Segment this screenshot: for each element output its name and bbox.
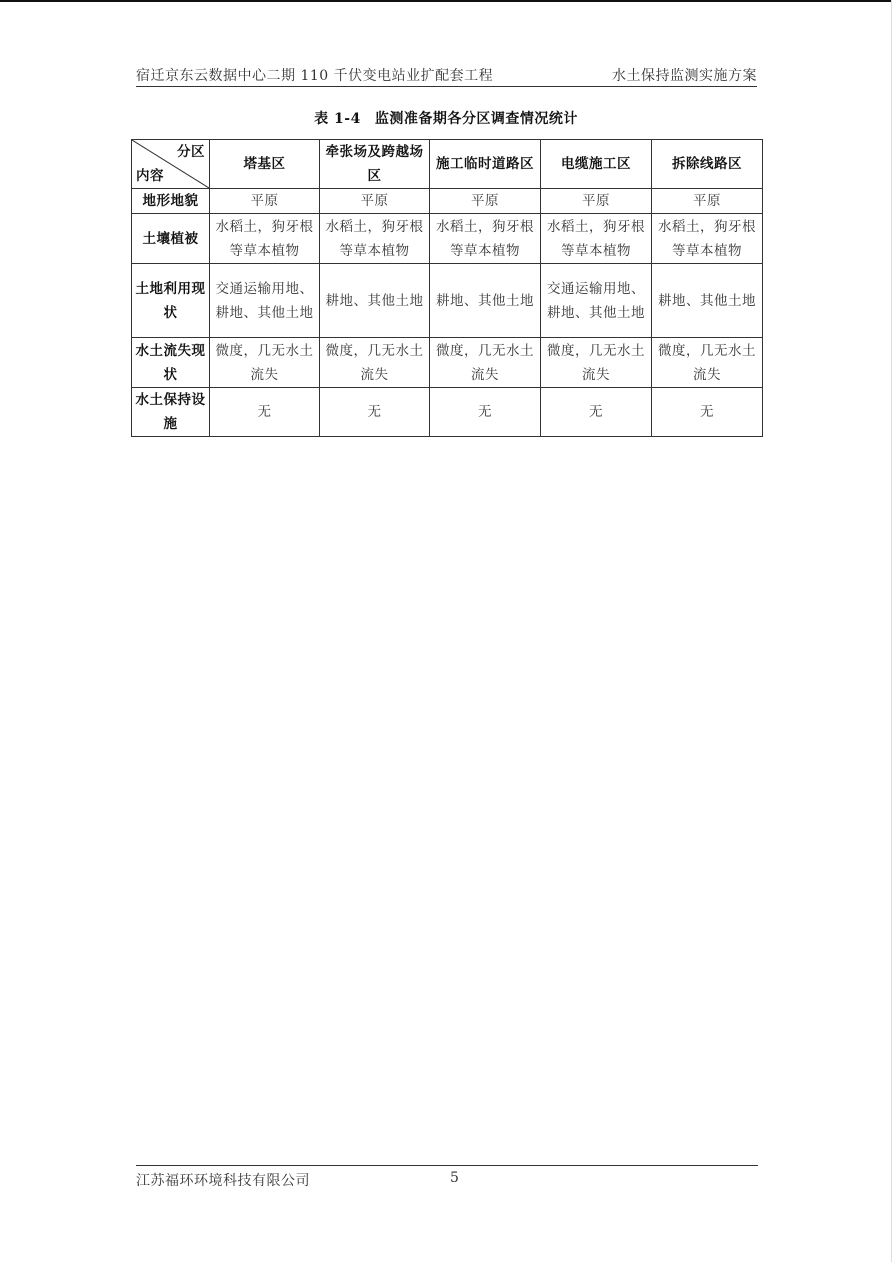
table-cell: 交通运输用地、耕地、其他土地 bbox=[210, 264, 320, 338]
row-header: 水土流失现状 bbox=[132, 338, 210, 388]
corner-label-content: 内容 bbox=[136, 168, 164, 184]
table-cell: 水稻土，狗牙根等草本植物 bbox=[430, 214, 541, 264]
top-border-line bbox=[0, 0, 892, 2]
column-header: 拆除线路区 bbox=[652, 140, 763, 189]
row-header: 土地利用现状 bbox=[132, 264, 210, 338]
table-cell: 无 bbox=[430, 388, 541, 437]
page-footer bbox=[136, 1165, 758, 1190]
table-cell: 平原 bbox=[652, 189, 763, 214]
table-cell: 无 bbox=[652, 388, 763, 437]
row-header: 水土保持设施 bbox=[132, 388, 210, 437]
table-cell: 耕地、其他土地 bbox=[652, 264, 763, 338]
column-header: 施工临时道路区 bbox=[430, 140, 541, 189]
table-cell: 平原 bbox=[320, 189, 430, 214]
table-cell: 微度，几无水土流失 bbox=[541, 338, 652, 388]
table-cell: 平原 bbox=[541, 189, 652, 214]
table-cell: 平原 bbox=[210, 189, 320, 214]
table-cell: 耕地、其他土地 bbox=[320, 264, 430, 338]
row-header: 土壤植被 bbox=[132, 214, 210, 264]
column-header: 塔基区 bbox=[210, 140, 320, 189]
table-cell: 水稻土，狗牙根等草本植物 bbox=[320, 214, 430, 264]
table-header-row bbox=[132, 140, 763, 189]
table-cell: 水稻土，狗牙根等草本植物 bbox=[652, 214, 763, 264]
table-cell: 微度，几无水土流失 bbox=[210, 338, 320, 388]
page-number: 5 bbox=[450, 1170, 459, 1186]
table-caption bbox=[0, 108, 892, 128]
header-document-title: 水土保持监测实施方案 bbox=[612, 68, 757, 84]
table-cell: 水稻土，狗牙根等草本植物 bbox=[210, 214, 320, 264]
table-row-soil-erosion bbox=[132, 338, 763, 388]
table-row-land-use bbox=[132, 264, 763, 338]
table-cell: 无 bbox=[541, 388, 652, 437]
column-header: 电缆施工区 bbox=[541, 140, 652, 189]
table-cell: 微度，几无水土流失 bbox=[430, 338, 541, 388]
table-row-soil-vegetation bbox=[132, 214, 763, 264]
table-row-terrain bbox=[132, 189, 763, 214]
table-cell: 平原 bbox=[430, 189, 541, 214]
table-caption-number: 表 1-4 bbox=[314, 111, 361, 127]
row-header: 地形地貌 bbox=[132, 189, 210, 214]
table-cell: 微度，几无水土流失 bbox=[652, 338, 763, 388]
table-cell: 无 bbox=[210, 388, 320, 437]
table-cell: 无 bbox=[320, 388, 430, 437]
page-header bbox=[136, 64, 757, 87]
corner-label-zone: 分区 bbox=[177, 144, 205, 160]
footer-company-name: 江苏福环环境科技有限公司 bbox=[136, 1173, 310, 1189]
table-row-conservation-facilities bbox=[132, 388, 763, 437]
table-cell: 耕地、其他土地 bbox=[430, 264, 541, 338]
header-project-title: 宿迁京东云数据中心二期 110 千伏变电站业扩配套工程 bbox=[136, 68, 494, 84]
table-caption-title: 监测准备期各分区调查情况统计 bbox=[374, 111, 578, 127]
survey-table bbox=[131, 139, 763, 437]
column-header: 牵张场及跨越场区 bbox=[320, 140, 430, 189]
table-cell: 微度，几无水土流失 bbox=[320, 338, 430, 388]
table-cell: 水稻土，狗牙根等草本植物 bbox=[541, 214, 652, 264]
table-corner-cell bbox=[132, 140, 210, 189]
table-cell: 交通运输用地、耕地、其他土地 bbox=[541, 264, 652, 338]
